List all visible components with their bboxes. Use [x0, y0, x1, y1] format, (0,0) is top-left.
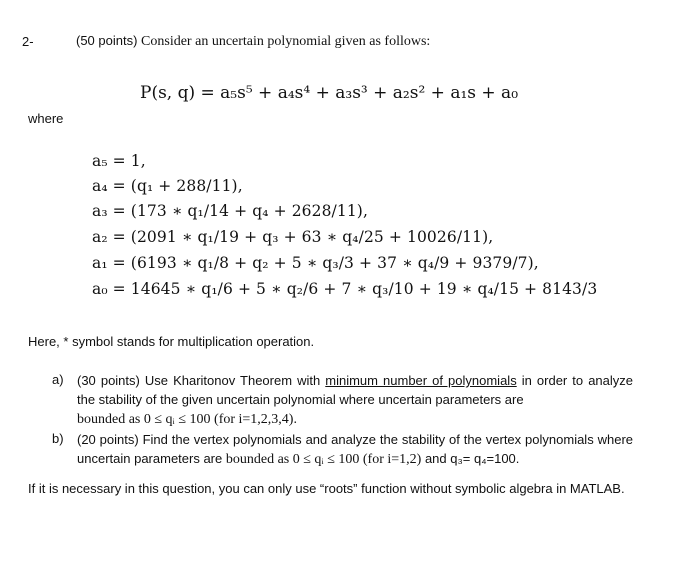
part-b-marker: b)	[52, 431, 64, 446]
part-b-text-2: and q₃= q₄=100.	[421, 451, 520, 466]
part-a-underlined: minimum number of polynomials	[325, 373, 517, 388]
question-prompt: Consider an uncertain polynomial given as follows:	[141, 34, 431, 49]
question-number: 2-	[22, 34, 34, 49]
part-a-text	[77, 371, 633, 429]
part-a-text-1: (30 points) Use Kharitonov Theorem with	[77, 373, 326, 388]
multiplication-note: Here, * symbol stands for multiplication operation.	[28, 334, 315, 349]
coefficient-a4: a₄ = (q₁ + 288/11),	[92, 177, 243, 195]
coefficient-a1: a₁ = (6193 ∗ q₁/8 + q₂ + 5 ∗ q₃/3 + 37 ∗ q₄/9 + 9379/7),	[92, 254, 539, 272]
part-b-text-1: (20 points) Find the vertex polynomials and analyze the stability of the vertex polynomials where uncertain parameters are	[77, 432, 633, 466]
question-header	[76, 33, 430, 50]
coefficient-a0: a₀ = 14645 ∗ q₁/6 + 5 ∗ q₂/6 + 7 ∗ q₃/10 + 19 ∗ q₄/15 + 8143/3	[92, 280, 598, 298]
part-a-text-2: in order to analyze the stability of the given uncertain polynomial where uncertain parameters are	[77, 373, 634, 407]
coefficient-a2: a₂ = (2091 ∗ q₁/19 + q₃ + 63 ∗ q₄/25 + 10026/11),	[92, 228, 494, 246]
footer-note: If it is necessary in this question, you can only use “roots” function without symbolic algebra in MATLAB.	[28, 481, 625, 496]
coefficient-a3: a₃ = (173 ∗ q₁/14 + q₄ + 2628/11),	[92, 202, 368, 220]
coefficient-a5: a₅ = 1,	[92, 152, 146, 170]
part-a-marker: a)	[52, 372, 64, 387]
where-label: where	[28, 111, 64, 126]
question-points: (50 points)	[76, 33, 138, 48]
part-b-bound: bounded as 0 ≤ qᵢ ≤ 100 (for i=1,2)	[225, 452, 422, 467]
part-b-text	[77, 430, 633, 469]
part-a-bound: bounded as 0 ≤ qᵢ ≤ 100 (for i=1,2,3,4).	[77, 412, 297, 427]
polynomial-equation: P(s, q) = a₅s⁵ + a₄s⁴ + a₃s³ + a₂s² + a₁s + a₀	[140, 83, 519, 103]
